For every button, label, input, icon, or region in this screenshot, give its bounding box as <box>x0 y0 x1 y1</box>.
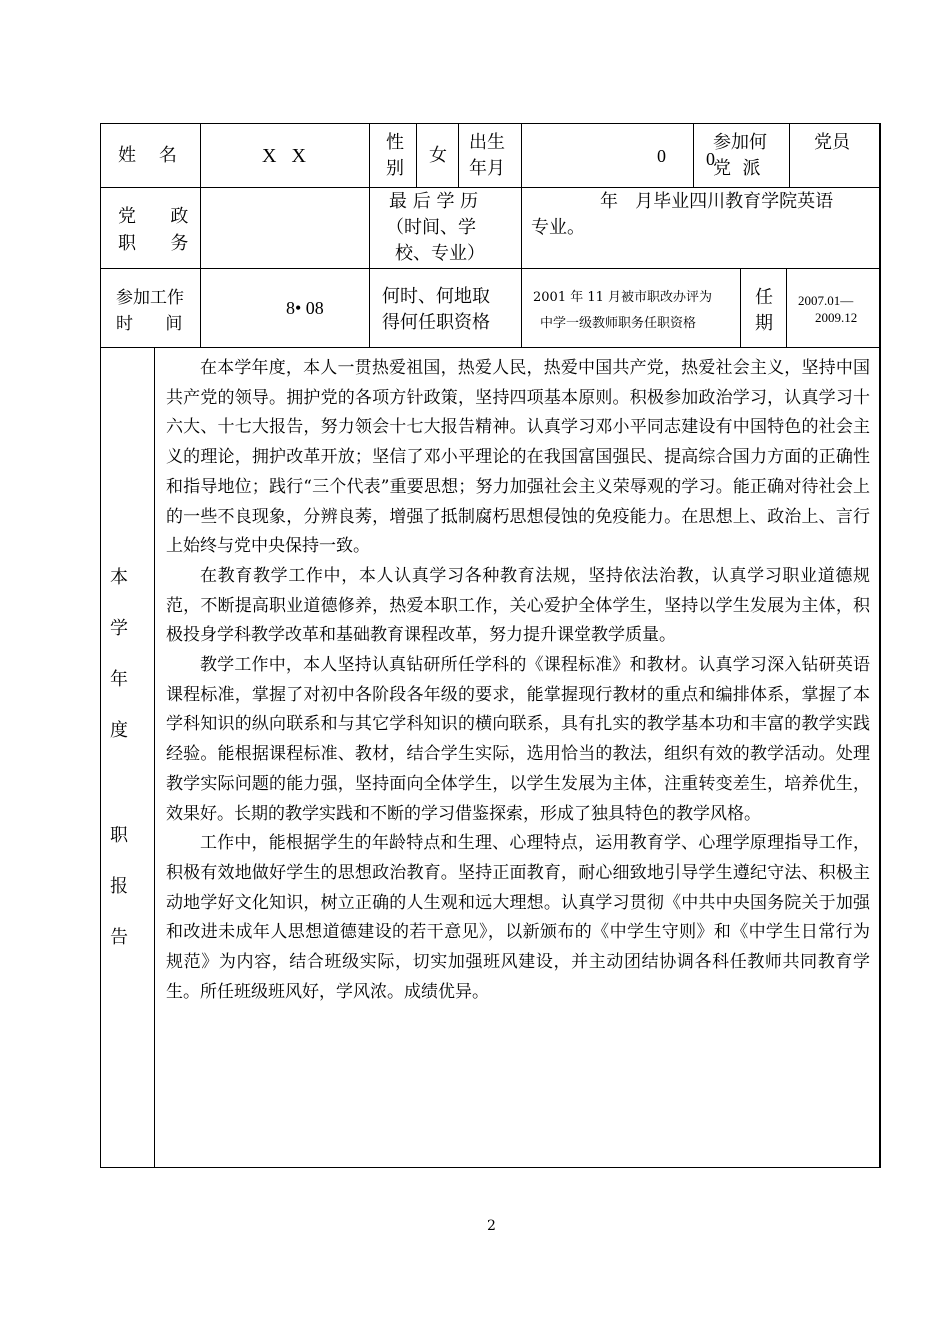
row3-divider-3 <box>521 268 522 347</box>
party-value: 党员 <box>814 132 850 153</box>
name-value: X X <box>262 145 306 167</box>
row1-divider-4 <box>458 123 459 187</box>
table-line-left <box>100 123 101 1168</box>
education-label-line1: 最 后 学 历 <box>389 191 479 212</box>
term-value-line1: 2007.01— <box>798 293 854 308</box>
side-title-char-6: 报 <box>110 876 128 897</box>
row1-divider-3 <box>416 123 417 187</box>
row3-divider-2 <box>369 268 370 347</box>
party-join-overlay: 0 <box>706 149 715 169</box>
education-label-line2: （时间、学 <box>386 217 476 238</box>
row3-divider-1 <box>200 268 201 347</box>
report-paragraph-2: 在教育教学工作中，本人认真学习各种教育法规，坚持依法治教，认真学习职业道德规范，不断提高职业道德修养，热爱本职工作，关心爱护全体学生，坚持以学生发展为主体，积极投身学科教学改革和基础教育课程改革，努力提升课堂教学质量。 <box>166 565 870 646</box>
education-value-line2: 专业。 <box>531 217 585 238</box>
gender-label-line1: 性 <box>386 132 404 153</box>
table-line-bottom <box>100 1167 881 1168</box>
qualification-value-line1: 2001 年 11 月被市职改办评为 <box>533 290 713 305</box>
gender-value: 女 <box>429 145 447 166</box>
work-start-label-line2: 时 间 <box>116 314 183 334</box>
side-title-char-1: 本 <box>110 567 128 588</box>
page-number: 2 <box>487 1218 496 1234</box>
term-label-line1: 任 <box>755 287 773 308</box>
party-post-label-line1: 党 政 <box>118 206 189 227</box>
birth-label-line1: 出生 <box>469 132 505 153</box>
row1-divider-5 <box>521 123 522 268</box>
row1-divider-7 <box>789 123 790 187</box>
side-title-char-5: 职 <box>110 825 128 846</box>
side-title-char-2: 学 <box>110 618 128 639</box>
table-line-row3-bottom <box>100 347 881 348</box>
qualification-label-line2: 得何任职资格 <box>382 312 490 333</box>
report-paragraph-3: 教学工作中，本人坚持认真钻研所任学科的《课程标准》和教材。认真学习深入钻研英语课程标准，掌握了对初中各阶段各年级的要求，能掌握现行教材的重点和编排体系，掌握了本学科知识的纵向联系和与其它学科知识的横向联系，具有扎实的教学基本功和丰富的教学实践经验。能根据课程标准、教材，结合学生实际，选用恰当的教法，组织有效的教学活动。处理教学实际问题的能力强，坚持面向全体学生，以学生发展为主体，注重转变差生，培养优生，效果好。长期的教学实践和不断的学习借鉴探索，形成了独具特色的教学风格。 <box>166 655 870 824</box>
work-start-label-line1: 参加工作 <box>116 288 184 308</box>
qualification-label-line1: 何时、何地取 <box>382 286 490 307</box>
row1-divider-2 <box>369 123 370 268</box>
party-post-label-line2: 职 务 <box>118 233 189 254</box>
report-paragraph-1: 在本学年度，本人一贯热爱祖国，热爱人民，热爱中国共产党，热爱社会主义，坚持中国共产党的领导。拥护党的各项方针政策，坚持四项基本原则。积极参加政治学习，认真学习十六大、十七大报告，努力领会十七大报告精神。认真学习邓小平同志建设有中国特色的社会主义的理论，拥护改革开放；坚信了邓小平理论的在我国富国强民、提高综合国力方面的正确性和指导地位；践行“三个代表”重要思想；努力加强社会主义荣辱观的学习。能正确对待社会上的一些不良现象，分辨良莠，增强了抵制腐朽思想侵蚀的免疫能力。在思想上、政治上、言行上始终与党中央保持一致。 <box>166 358 870 557</box>
row3-divider-4 <box>740 268 741 347</box>
qualification-value-line2: 中学一级教师职务任职资格 <box>540 316 697 331</box>
side-title-char-4: 度 <box>110 720 128 741</box>
education-value-line1: 年 月毕业四川教育学院英语 <box>600 191 834 212</box>
birth-label-line2: 年月 <box>469 158 505 179</box>
side-title-char-7: 告 <box>110 927 128 948</box>
report-side-divider <box>154 347 155 1168</box>
party-join-label-line1: 参加何 <box>713 132 767 153</box>
side-title-char-3: 年 <box>110 669 128 690</box>
table-line-row1-bottom <box>100 187 881 188</box>
birth-value: 0 <box>657 146 666 166</box>
table-line-right <box>879 123 881 1168</box>
term-value-line2: 2009.12 <box>815 310 858 325</box>
name-label: 姓 名 <box>118 145 177 166</box>
gender-label-line2: 别 <box>386 158 404 179</box>
education-label-line3: 校、专业） <box>395 243 485 264</box>
report-body <box>166 354 870 1007</box>
row3-divider-5 <box>786 268 787 347</box>
term-label-line2: 期 <box>755 313 773 334</box>
row1-divider-1 <box>200 123 201 268</box>
table-line-row2-bottom <box>100 268 881 269</box>
table-line-top <box>100 123 881 124</box>
report-paragraph-4: 工作中，能根据学生的年龄特点和生理、心理特点，运用教育学、心理学原理指导工作，积极有效地做好学生的思想政治教育。坚持正面教育，耐心细致地引导学生遵纪守法、积极主动地学好文化知识，树立正确的人生观和远大理想。认真学习贯彻《中共中央国务院关于加强和改进未成年人思想道德建设的若干意见》，以新颁布的《中学生守则》和《中学生日常行为规范》为内容，结合班级实际，切实加强班风建设，并主动团结协调各科任教师共同教育学生。所任班级班风好，学风浓。成绩优异。 <box>166 833 870 1002</box>
work-start-value: 8• 08 <box>286 298 324 318</box>
party-join-label-line2: 党 派 <box>713 158 761 179</box>
row1-divider-6 <box>693 123 694 187</box>
